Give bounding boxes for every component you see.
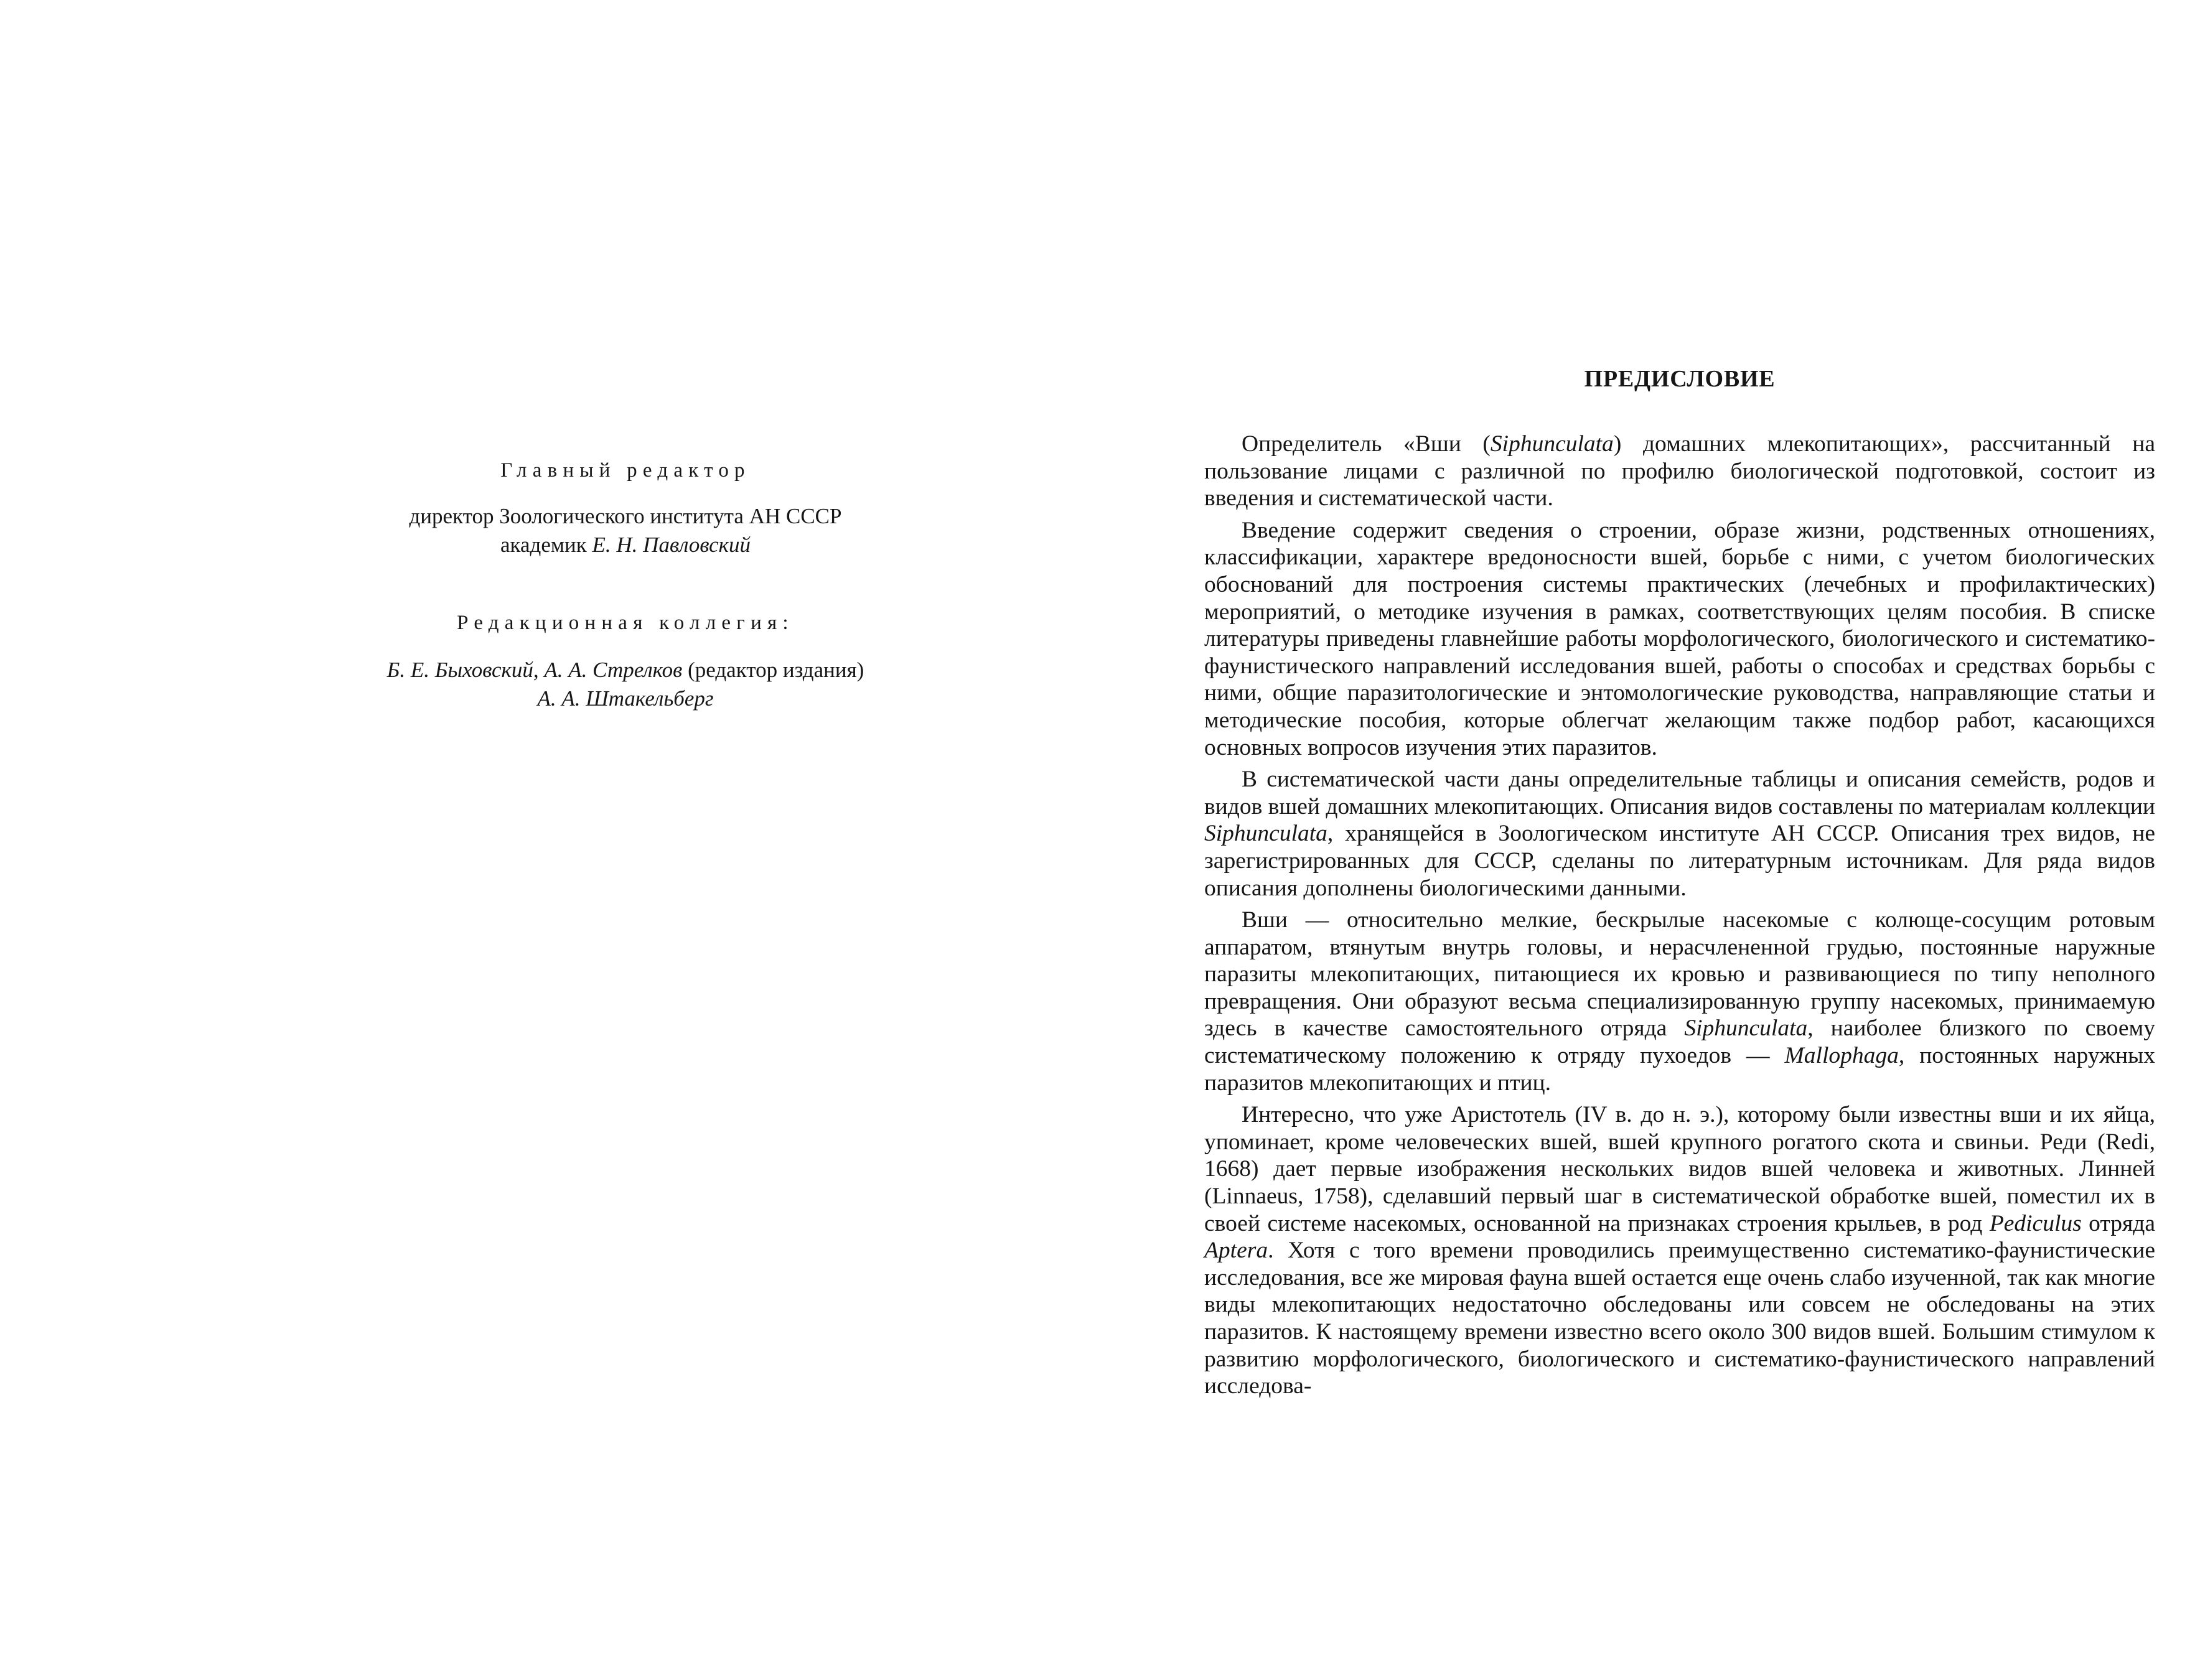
chief-editor-rank: академик [500, 533, 592, 557]
text-run: Определитель «Вши ( [1242, 431, 1491, 457]
editorial-board-names: Б. Е. Быховский, А. А. Стрелков [386, 658, 683, 682]
text-run: Введение содержит сведения о строении, образе жизни, родственных отношениях, классификации, характере вредоносности вшей, борьбе с ними, с учетом биологических обоснований для построения системы практических (лечебных и профилактических) мероприятий, о методике изучения в рамках, соответствующих целям пособия. В списке литературы приведены главнейшие работы морфологического, биологического и систематико-фаунистического направлений исследования вшей, работы о способах и средствах борьбы с ними, общие паразитологические и энтомологические руководства, направляющие статьи и методические пособия, которые облегчат желающим также подбор работ, касающихся основных вопросов изучения этих паразитов. [1204, 517, 2155, 760]
preface-title: ПРЕДИСЛОВИЕ [1584, 366, 1776, 392]
editorial-board-line-2: А. А. Штакельберг [537, 686, 714, 711]
latin-term: Siphunculata [1490, 431, 1614, 457]
text-run: Вши — относительно мелкие, бескрылые насекомые с колюще-сосущим ротовым аппаратом, втянутым внутрь головы, и нерасчлененной грудью, постоянные наружные паразиты млекопитающих, питающиеся их кровью и развивающиеся по типу неполного превращения. Они образуют весьма специализированную группу насекомых, принимаемую здесь в качестве самостоятельного отряда [1204, 907, 2155, 1042]
chief-editor-position: директор Зоологического института АН СССР [409, 504, 842, 528]
preface-paragraph-5 [1204, 1101, 2155, 1400]
preface-paragraph-4 [1204, 907, 2155, 1096]
editorial-board [236, 613, 1014, 713]
text-run: , постоянных наружных паразитов млекопитающих и птиц. [1204, 1043, 2155, 1096]
left-page-credits [236, 460, 1014, 713]
editorial-board-heading: Редакционная коллегия: [457, 612, 794, 634]
text-run: . Хотя с того времени проводились преимущественно систематико-фаунистические исследования, все же мировая фауна вшей остается еще очень слабо изученной, так как многие виды млекопитающих недостаточно обследованы или совсем не обследованы на этих паразитов. К настоящему времени известно всего около 300 видов вшей. Большим стимулом к развитию морфологического, биологического и систематико-фаунистического направлений исследова- [1204, 1238, 2155, 1399]
text-run: отряда [2081, 1210, 2156, 1236]
chief-editor-title-line [236, 531, 1014, 559]
chief-editor-heading: Главный редактор [500, 459, 751, 482]
latin-term: Aptera [1204, 1238, 1268, 1264]
text-run: , наиболее близкого по своему систематическому положению к отряду пухоедов — [1204, 1015, 2156, 1069]
text-run: В систематической части даны определительные таблицы и описания семейств, родов и видов вшей домашних млекопитающих. Описания видов составлены по материалам коллекции [1204, 767, 2155, 819]
right-page-preface [1204, 367, 2155, 1400]
latin-term: Siphunculata [1684, 1015, 1808, 1042]
preface-paragraph-3 [1204, 766, 2155, 902]
latin-term: Pediculus [1989, 1210, 2082, 1236]
text-run: ) домашних млекопитающих», рассчитанный на пользование лицами с различной по профилю биологической подготовкой, состоит из введения и систематической части. [1204, 431, 2155, 511]
latin-term: Mallophaga [1784, 1043, 1899, 1069]
preface-paragraph-2 [1204, 517, 2155, 761]
editorial-board-note: (редактор издания) [682, 658, 864, 682]
editorial-board-line-1 [236, 656, 1014, 684]
chief-editor-name: Е. Н. Павловский [592, 533, 751, 557]
text-run: , хранящейся в Зоологическом институте АН СССР. Описания трех видов, не зарегистрированных для СССР, сделаны по литературным источникам. Для ряда видов описания дополнены биологическими данными. [1204, 821, 2155, 901]
latin-term: Siphunculata [1204, 821, 1327, 847]
text-run: Интересно, что уже Аристотель (IV в. до н. э.), которому были известны вши и их яйца, упоминает, кроме человеческих вшей, вшей крупного рогатого скота и свиньи. Реди (Redi, 1668) дает первые изображения нескольких видов вшей человека и животных. Линней (Linnaeus, 1758), сделавший первый шаг в систематической обработке вшей, поместил их в своей системе насекомых, основанной на признаках строения крыльев, в род [1204, 1102, 2155, 1236]
preface-paragraph-1 [1204, 431, 2155, 512]
